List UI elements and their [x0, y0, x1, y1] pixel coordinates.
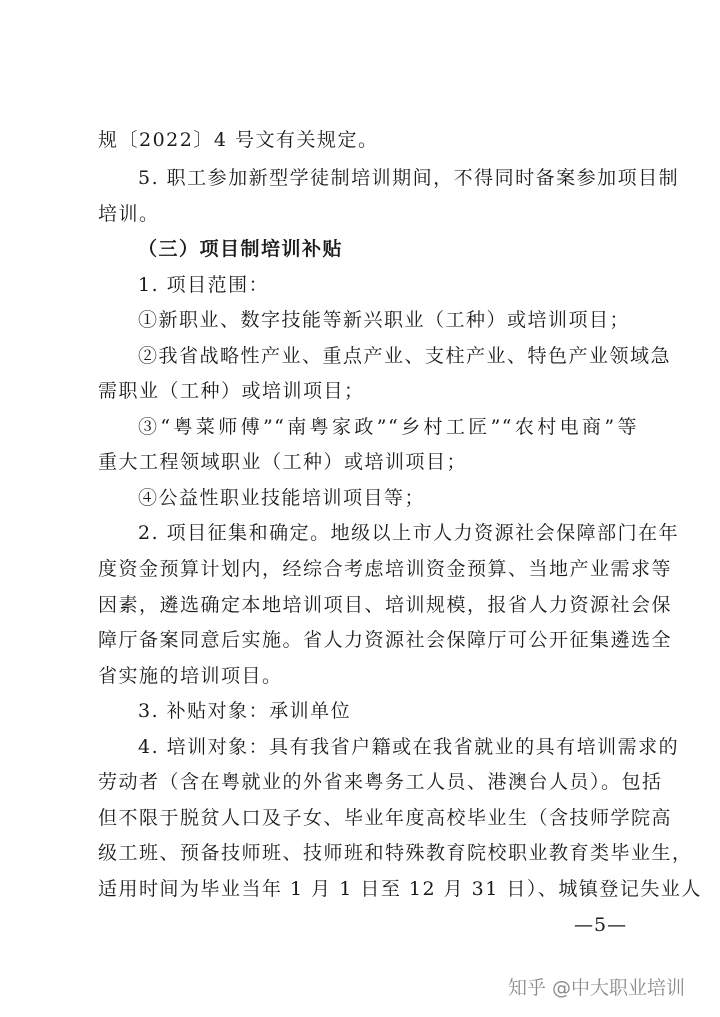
- text-line: 但不限于脱贫人口及子女、毕业年度高校毕业生（含技师学院高: [98, 807, 673, 829]
- text-line: 需职业（工种）或培训项目；: [98, 380, 365, 402]
- text-line: 适用时间为毕业当年 1 月 1 日至 12 月 31 日）、城镇登记失业人: [98, 878, 702, 900]
- text-line: ③“粤菜师傅”“南粤家政”“乡村工匠”“农村电商”等: [138, 416, 638, 438]
- text-line: 4. 培训对象：具有我省户籍或在我省就业的具有培训需求的: [138, 736, 680, 758]
- text-line: ④公益性职业技能培训项目等；: [138, 487, 426, 509]
- text-line: 3. 补贴对象：承训单位: [138, 700, 352, 722]
- text-line: 1. 项目范围：: [138, 274, 270, 296]
- text-line: ①新职业、数字技能等新兴职业（工种）或培训项目；: [138, 309, 631, 331]
- text-line: 障厅备案同意后实施。省人力资源社会保障厅可公开征集遴选全: [98, 629, 673, 651]
- text-line: 劳动者（含在粤就业的外省来粤务工人员、港澳台人员）。包括: [98, 771, 663, 793]
- text-line: 规〔2022〕4 号文有关规定。: [98, 129, 379, 151]
- text-line: 因素，遴选确定本地培训项目、培训规模，报省人力资源社会保: [98, 594, 673, 616]
- watermark-text: 知乎 @中大职业培训: [508, 977, 686, 999]
- watermark: [508, 974, 685, 1002]
- text-line: 重大工程领域职业（工种）或培训项目；: [98, 451, 468, 473]
- text-line: ②我省战略性产业、重点产业、支柱产业、特色产业领域急: [138, 345, 672, 367]
- section-heading: （三）项目制培训补贴: [138, 238, 344, 260]
- text-line: 5. 职工参加新型学徒制培训期间，不得同时备案参加项目制: [138, 167, 680, 189]
- text-line: 培训。: [98, 203, 160, 225]
- text-line: 2. 项目征集和确定。地级以上市人力资源社会保障部门在年: [138, 522, 680, 544]
- text-line: 省实施的培训项目。: [98, 665, 283, 687]
- text-line: 度资金预算计划内，经综合考虑培训资金预算、当地产业需求等: [98, 558, 673, 580]
- page-number: —5—: [574, 914, 628, 936]
- text-line: 级工班、预备技师班、技师班和特殊教育院校职业教育类毕业生，: [98, 842, 693, 864]
